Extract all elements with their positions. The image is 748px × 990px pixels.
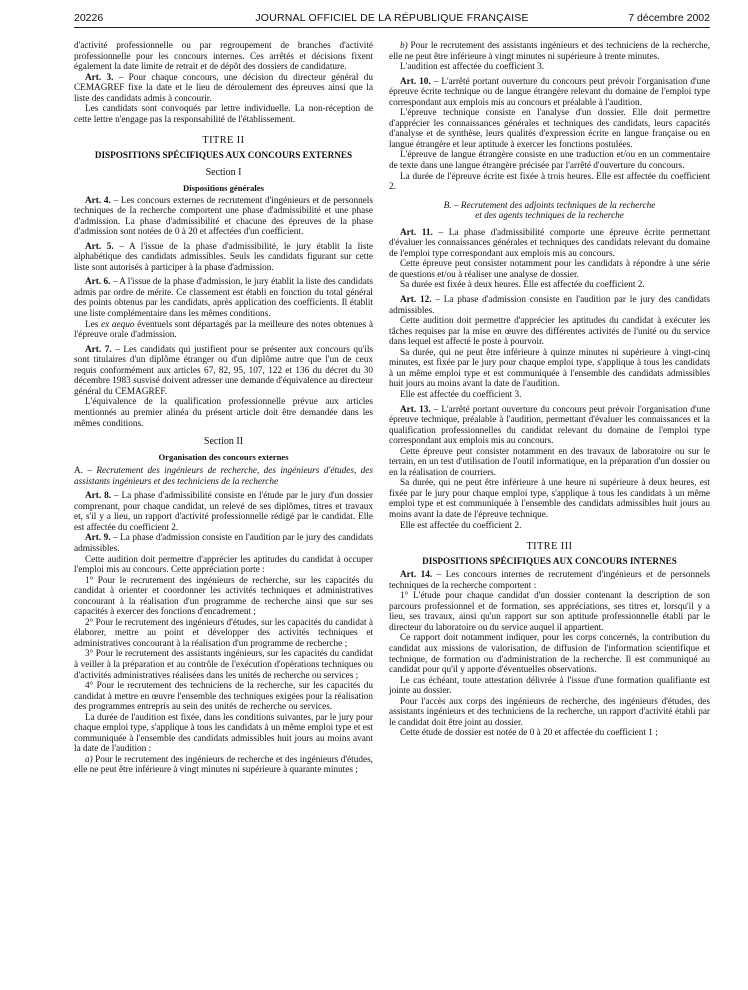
- paragraph: Cette épreuve peut consister notamment pour les candidats à répondre à une série de questions et/ou à réaliser une analyse de dossier.: [389, 259, 710, 280]
- article-label: Art. 5.: [85, 241, 114, 252]
- article-label: Art. 6.: [85, 277, 111, 288]
- titre-subheading: DISPOSITIONS SPÉCIFIQUES AUX CONCOURS EXTERNES: [94, 149, 353, 160]
- group-heading-a: A. – Recrutement des ingénieurs de recherche, des ingénieurs d'études, des assistants ingénieurs et des techniciens de la recherche: [74, 466, 373, 487]
- group-heading-b: B. – Recrutement des adjoints techniques de la recherche et des agents techniques de la recherche: [443, 200, 656, 222]
- article-text: – A l'issue de la phase d'admissibilité, le jury établit la liste alphabétique des candidats admissibles. Seuls les candidats figurant sur cette liste sont autorisés à participer à la phase d'admission.: [74, 241, 373, 273]
- titre-subheading: DISPOSITIONS SPÉCIFIQUES AUX CONCOURS INTERNES: [422, 555, 677, 566]
- article-text: – L'arrêté portant ouverture du concours peut prévoir l'organisation d'une épreuve écrite technique ou de langue étrangère relevant du domaine de l'emploi type correspondant aux emplois mis au concours et préalable à l'audition.: [389, 76, 710, 108]
- article-text: – Les concours externes de recrutement d'ingénieurs et de personnels techniques de la recherche comportent une phase d'admissibilité et une phase d'admission. La phase d'admissibilité et chacune des épreuves de la phase d'admission sont notées de 0 à 20 et affectées d'un coefficient.: [74, 195, 373, 238]
- paragraph: Cette audition doit permettre d'apprécier les aptitudes du candidat à exécuter les tâches requises par la mise en œuvre des différentes activités de l'unité ou du service dans lequel est affecté le poste à pourvoir.: [389, 316, 710, 348]
- paragraph: L'équivalence de la qualification professionnelle prévue aux articles mentionnés au premier alinéa du présent article doit être demandée dans les mêmes conditions.: [74, 397, 373, 429]
- article-label: Art. 3.: [85, 72, 114, 83]
- paragraph: d'activité professionnelle ou par regroupement de branches d'activité professionnelle pour les concours internes. Ces arrêtés et décisions fixent également la date limite de retrait et de dépôt des dossiers de candidature.: [74, 41, 373, 73]
- article-label: Art. 11.: [400, 227, 433, 238]
- article-14: [389, 570, 710, 591]
- list-item: a) Pour le recrutement des ingénieurs de recherche et des ingénieurs d'études, elle ne peut être inférieure à vingt minutes ni supérieure à quarante minutes ;: [74, 754, 373, 776]
- page-number: 20226: [74, 12, 104, 24]
- article-label: Art. 9.: [85, 533, 111, 544]
- paragraph: Cette audition doit permettre d'apprécier les aptitudes du candidat à occuper l'emploi mis au concours. Cette appréciation porte :: [74, 554, 373, 576]
- article-3: [74, 73, 373, 105]
- paragraph: L'épreuve technique consiste en l'analyse d'un dossier. Elle doit permettre d'apprécier les connaissances générales et techniques des candidats, leurs capacités d'analyse et de synthèse, leurs qualités d'expression écrite en langue française ou en langue étrangère et leur aptitude à exercer les fonctions postulées.: [389, 108, 710, 150]
- section-heading: Section I: [205, 167, 242, 179]
- article-label: Art. 12.: [400, 295, 432, 306]
- article-label: Art. 10.: [400, 76, 431, 87]
- list-item: 1° L'étude pour chaque candidat d'un dossier contenant la description de son parcours professionnel et de formation, ses appréciations, ses titres et, lorsqu'il y a lieu, ses travaux, ainsi qu'un rapport sur son aptitude professionnelle établi par le directeur du laboratoire ou du service auquel il appartient.: [389, 591, 710, 633]
- paragraph: La durée de l'épreuve écrite est fixée à trois heures. Elle est affectée du coefficient 2.: [389, 171, 710, 193]
- article-7: [74, 345, 373, 398]
- list-item: b) Pour le recrutement des assistants ingénieurs et des techniciens de la recherche, elle ne peut être inférieure à vingt minutes ni supérieure à trente minutes.: [389, 41, 710, 62]
- page-header: [74, 12, 710, 28]
- article-8: [74, 491, 373, 533]
- paragraph: Les candidats sont convoqués par lettre individuelle. La non-réception de cette lettre n'engage pas la responsabilité de l'établissement.: [74, 104, 373, 125]
- article-text: – Les concours internes de recrutement d'ingénieurs et de personnels techniques de la recherche comportent :: [389, 570, 710, 591]
- paragraph: Elle est affectée du coefficient 2.: [400, 520, 522, 531]
- article-text: – A l'issue de la phase d'admission, le jury établit la liste des candidats admis par ordre de mérite. Ce classement est établi en fonction du total général des points obtenus par les candidats, après application des coefficients. Il établit une liste complémentaire dans les mêmes conditions.: [74, 277, 373, 320]
- article-5: [74, 242, 373, 274]
- titre-heading: TITRE III: [526, 541, 573, 553]
- article-label: Art. 14.: [400, 570, 433, 581]
- article-6: [74, 277, 373, 319]
- article-9: [74, 533, 373, 554]
- paragraph: Sa durée, qui ne peut être inférieure à une heure ni supérieure à deux heures, est fixée par le jury pour chaque emploi type, s'applique à tous les candidats à un même emploi type et est communiquée à l'ensemble des candidats admissibles huit jours au moins avant la date de l'épreuve technique.: [389, 478, 710, 520]
- section-heading: Section II: [203, 436, 244, 448]
- paragraph: La durée de l'audition est fixée, dans les conditions suivantes, par le jury pour chaque emploi type, s'applique à tous les candidats à un même emploi type et est communiquée à l'ensemble des candidats admissibles huit jours au moins avant la date de l'audition :: [74, 712, 373, 755]
- article-text: – La phase d'admissibilité consiste en l'étude par le jury d'un dossier comprenant, pour chaque candidat, un relevé de ses diplômes, titres et travaux et, s'il y a lieu, un rapport d'activité professionnelle rédigé par le candidat. Elle est affectée du coefficient 2.: [74, 491, 373, 533]
- article-text: – Les candidats qui justifient pour se présenter aux concours qu'ils sont titulaires d'un diplôme étranger ou d'un diplôme autre que l'un de ceux requis conformément aux articles 67, 82, 95, 107, 122 et 136 du décret du 30 décembre 1983 susvisé doivent adresser une demande d'équivalence au directeur général du CEMAGREF.: [74, 344, 374, 397]
- list-item: 1° Pour le recrutement des ingénieurs de recherche, sur les capacités du candidat à orienter et coordonner les activités techniques et administratives concourant à la réalisation d'un programme de recherche ainsi que sur ses capacités à exercer des fonctions d'encadrement ;: [74, 575, 373, 618]
- article-label: Art. 7.: [85, 344, 112, 355]
- article-label: Art. 13.: [400, 404, 431, 415]
- paragraph: Pour l'accès aux corps des ingénieurs de recherche, des ingénieurs d'études, des assistants ingénieurs et des techniciens de la recherche, un rapport d'activité établi par le candidat doit être joint au dossier.: [389, 696, 710, 728]
- paragraph: Elle est affectée du coefficient 3.: [400, 389, 522, 400]
- paragraph: Sa durée est fixée à deux heures. Elle est affectée du coefficient 2.: [400, 280, 645, 291]
- header-rule: [74, 27, 710, 28]
- list-item: 4° Pour le recrutement des techniciens de la recherche, sur les capacités du candidat à mettre en œuvre l'ensemble des techniques exigées pour la réalisation des programmes entrepris au sein des unités de recherche ou services.: [74, 681, 373, 713]
- paragraph: Ce rapport doit notamment indiquer, pour les corps concernés, la contribution du candidat aux missions de valorisation, de diffusion de l'information scientifique et technique, de formation ou d'administration de la recherche. Il est communiqué au candidat pour qu'il y apporte d'éventuelles observations.: [389, 633, 710, 676]
- list-item: 3° Pour le recrutement des assistants ingénieurs, sur les capacités du candidat à veiller à la préparation et au contrôle de l'exécution d'opérations techniques ou d'activités administratives réalisées dans les unités de recherche ou services ;: [74, 649, 373, 681]
- publication-date: 7 décembre 2002: [628, 12, 710, 24]
- paragraph: L'audition est affectée du coefficient 3.: [400, 62, 545, 73]
- section-subheading: Dispositions générales: [183, 183, 264, 194]
- paragraph: Le cas échéant, toute attestation délivrée à l'issue d'une formation qualifiante est jointe au dossier.: [389, 675, 710, 697]
- paragraph: Cette étude de dossier est notée de 0 à 20 et affectée du coefficient 1 ;: [400, 728, 658, 739]
- section-subheading: Organisation des concours externes: [158, 451, 289, 462]
- article-text: – L'arrêté portant ouverture du concours peut prévoir l'organisation d'une épreuve technique, préalable à l'audition, permettant d'évaluer les connaissances et la qualification professionnelles du candidat relevant du domaine de l'emploi type correspondant aux emplois mis au concours.: [389, 404, 710, 447]
- paragraph: L'épreuve de langue étrangère consiste en une traduction et/ou en un commentaire de texte dans une langue étrangère précisée par l'arrêté d'ouverture du concours.: [389, 150, 710, 172]
- article-text: – Pour chaque concours, une décision du directeur général du CEMAGREF fixe la date et le lieu de déroulement des épreuves ainsi que la liste des candidats admis à concourir.: [74, 72, 373, 104]
- left-column: [74, 41, 373, 776]
- article-10: [389, 77, 710, 109]
- journal-title: JOURNAL OFFICIEL DE LA RÉPUBLIQUE FRANÇAISE: [255, 12, 529, 24]
- article-text: – La phase d'admission consiste en l'audition par le jury des candidats admissibles.: [74, 533, 373, 554]
- paragraph-exaequo: Les ex aequo éventuels sont départagés par la meilleure des notes obtenues à l'épreuve orale d'admission.: [74, 319, 374, 341]
- article-label: Art. 8.: [85, 491, 112, 502]
- right-column: [389, 41, 710, 739]
- titre-heading: TITRE II: [202, 135, 245, 147]
- list-item: 2° Pour le recrutement des ingénieurs d'études, sur les capacités du candidat à élaborer, mettre au point et développer des activités techniques et administratives concourant à la réalisation d'un programme de recherche ;: [74, 617, 373, 649]
- paragraph: Cette épreuve peut consister notamment en des travaux de laboratoire ou sur le terrain, en un test d'utilisation de l'outil informatique, en la préparation d'un dossier ou en la réalisation de courriers.: [389, 446, 710, 478]
- article-11: [389, 228, 710, 260]
- article-4: [74, 196, 373, 238]
- paragraph: Sa durée, qui ne peut être inférieure à quinze minutes ni supérieure à vingt-cinq minutes, est fixée par le jury pour chaque emploi type, s'applique à tous les candidats à un même emploi type et est communiquée à l'ensemble des candidats admissibles huit jours au moins avant la date de l'audition.: [389, 347, 710, 390]
- article-text: – La phase d'admission consiste en l'audition par le jury des candidats admissibles.: [389, 295, 710, 316]
- article-label: Art. 4.: [85, 195, 111, 206]
- article-text: – La phase d'admissibilité comporte une épreuve écrite permettant d'évaluer les connaissances générales et techniques des candidats relevant du domaine de l'emploi type correspondant aux emplois mis au concours.: [389, 227, 710, 259]
- article-13: [389, 405, 710, 447]
- article-12: [389, 295, 710, 316]
